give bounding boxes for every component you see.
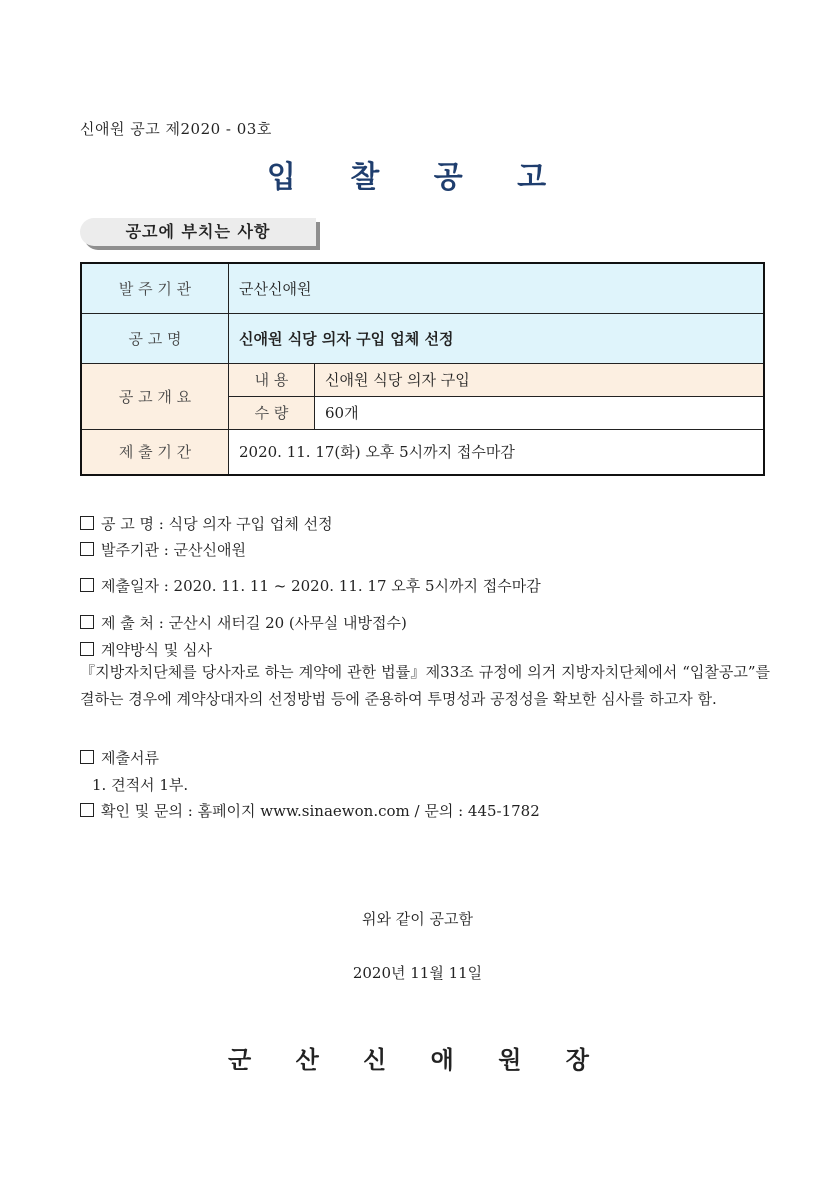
- item-submit-date: 제출일자 : 2020. 11. 11 ~ 2020. 11. 17 오후 5시까지 접수마감: [80, 575, 541, 596]
- checkbox-icon: [80, 578, 94, 592]
- section-tab-label: 공고에 부치는 사항: [125, 222, 271, 241]
- item-inquiry: 확인 및 문의 : 홈페이지 www.sinaewon.com / 문의 : 445-1782: [80, 800, 540, 821]
- overview-label: 공 고 개 요: [81, 363, 229, 429]
- notice-number: 신애원 공고 제2020 - 03호: [80, 120, 272, 138]
- quantity-value: 60개: [315, 396, 765, 429]
- notice-name-label: 공 고 명: [81, 313, 229, 363]
- deadline-label: 제 출 기 간: [81, 429, 229, 475]
- signer: 군 산 신 애 원 장: [228, 1045, 607, 1074]
- item-contract-method: 계약방식 및 심사: [80, 639, 212, 660]
- checkbox-icon: [80, 542, 94, 556]
- ordering-agency-label: 발 주 기 관: [81, 263, 229, 313]
- content-label: 내 용: [229, 363, 315, 396]
- item-agency: 발주기관 : 군산신애원: [80, 539, 246, 560]
- notice-name-value: 신애원 식당 의자 구입 업체 선정: [229, 313, 765, 363]
- document-item: 1. 견적서 1부.: [92, 776, 189, 794]
- contract-paragraph: 『지방자치단체를 당사자로 하는 계약에 관한 법률』제33조 규정에 의거 지방자치단체에서 “입찰공고”를 결하는 경우에 계약상대자의 선정방법 등에 준용하여 투명성과 공정성을 확보한 심사를 하고자 함.: [80, 663, 770, 708]
- table-row: [81, 429, 764, 475]
- item-documents: 제출서류: [80, 747, 159, 768]
- ordering-agency-value: 군산신애원: [229, 263, 765, 313]
- content-value: 신애원 식당 의자 구입: [315, 363, 765, 396]
- table-row: [81, 363, 764, 396]
- checkbox-icon: [80, 803, 94, 817]
- checkbox-icon: [80, 642, 94, 656]
- notice-date: 2020년 11월 11일: [352, 964, 483, 982]
- section-tab: [80, 218, 316, 246]
- table-row: [81, 263, 764, 313]
- item-notice-name: 공 고 명 : 식당 의자 구입 업체 선정: [80, 513, 333, 534]
- item-submit-place: 제 출 처 : 군산시 새터길 20 (사무실 내방접수): [80, 612, 407, 633]
- page-title: 입 찰 공 고: [266, 160, 569, 195]
- notice-info-table: [80, 262, 765, 476]
- deadline-value: 2020. 11. 17(화) 오후 5시까지 접수마감: [229, 429, 765, 475]
- quantity-label: 수 량: [229, 396, 315, 429]
- checkbox-icon: [80, 615, 94, 629]
- closing-text: 위와 같이 공고함: [362, 910, 473, 928]
- checkbox-icon: [80, 516, 94, 530]
- table-row: [81, 313, 764, 363]
- checkbox-icon: [80, 750, 94, 764]
